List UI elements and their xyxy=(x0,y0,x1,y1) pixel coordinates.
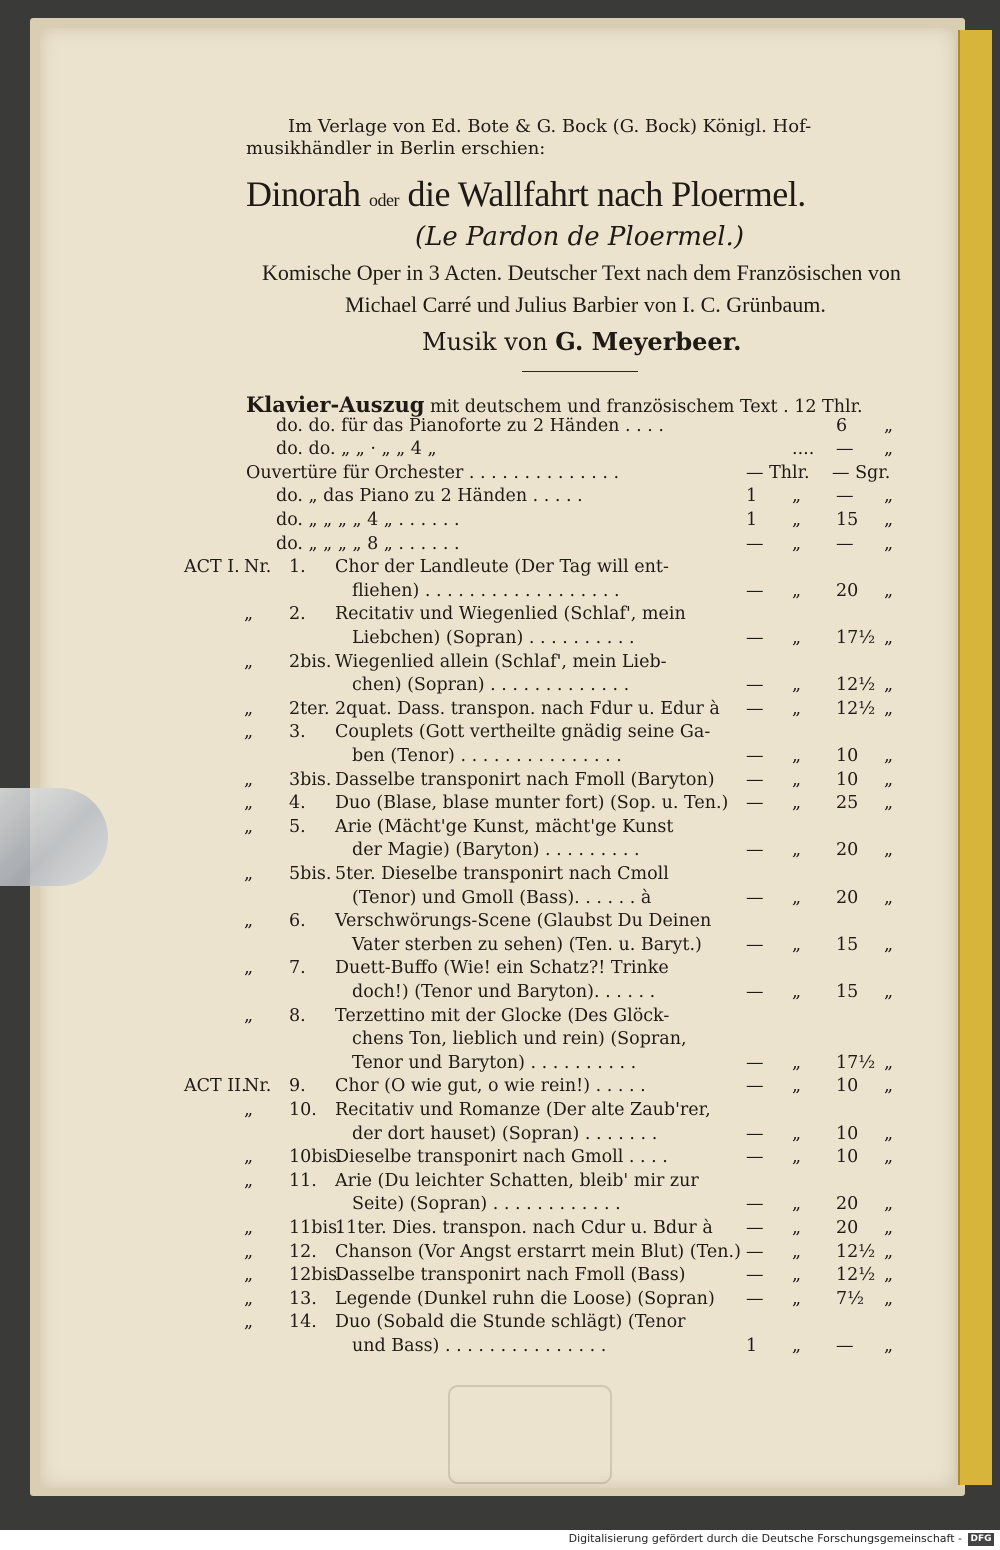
price-thaler: — xyxy=(746,533,764,554)
price-silbergroschen: 20 xyxy=(836,1218,859,1238)
item-number: 2ter. xyxy=(289,698,330,719)
item-description-continued: Vater sterben zu sehen) (Ten. u. Baryt.) xyxy=(352,934,702,955)
table-row xyxy=(0,1242,1000,1266)
table-row xyxy=(0,1289,1000,1313)
table-row xyxy=(0,1029,1000,1053)
ditto-mark: „ xyxy=(884,887,894,908)
ditto-mark: „ xyxy=(792,1288,802,1309)
nr-label: „ xyxy=(244,911,254,932)
item-description: Legende (Dunkel ruhn die Loose) (Sopran) xyxy=(335,1288,715,1309)
music-prefix: Musik von xyxy=(422,328,556,356)
dfg-logo: DFG xyxy=(968,1533,994,1546)
item-description-continued: ben (Tenor) . . . . . . . . . . . . . . . xyxy=(352,746,622,766)
nr-label: „ xyxy=(244,1288,254,1309)
ditto-mark: „ xyxy=(884,1194,894,1215)
item-description: do. „ „ „ „ 8 „ . . . . . . xyxy=(276,533,460,554)
price-thaler: — xyxy=(746,580,764,601)
ditto-mark: „ xyxy=(884,510,894,530)
table-row xyxy=(0,1265,1000,1289)
price-silbergroschen: 10 xyxy=(836,1076,859,1097)
divider-rule xyxy=(522,371,638,372)
price-silbergroschen: 20 xyxy=(836,887,859,908)
ditto-mark: „ xyxy=(792,698,802,719)
price-silbergroschen: 12½ xyxy=(836,675,876,696)
publisher-line-2: musikhändler in Berlin erschien: xyxy=(246,138,546,159)
price-thaler: — xyxy=(746,698,764,719)
nr-label: „ xyxy=(244,1005,254,1026)
item-number: 11. xyxy=(289,1170,317,1191)
item-description: Couplets (Gott vertheilte gnädig seine Ga- xyxy=(335,722,711,743)
nr-label: „ xyxy=(244,1241,254,1262)
ditto-mark: „ xyxy=(884,580,894,601)
item-description-continued: (Tenor) und Gmoll (Bass). . . . . . à xyxy=(352,887,652,908)
table-row xyxy=(0,982,1000,1006)
item-description: Arie (Du leichter Schatten, bleib' mir zur xyxy=(335,1170,699,1191)
price-thaler: — xyxy=(746,1288,764,1309)
nr-label: Nr. xyxy=(244,1076,272,1097)
price-thaler: — Thlr. xyxy=(746,462,810,483)
price-silbergroschen: 25 xyxy=(836,793,859,814)
klavier-auszug-label: Klavier-Auszug xyxy=(246,392,425,417)
ditto-mark: „ xyxy=(792,1265,802,1286)
title-oder: oder xyxy=(368,190,399,210)
ditto-mark: „ xyxy=(884,934,894,955)
item-number: 8. xyxy=(289,1005,306,1026)
table-row xyxy=(0,1147,1000,1171)
price-thaler: — xyxy=(746,746,764,766)
item-description: Klavier-Auszug mit deutschem und französischem Text . 12 Thlr. xyxy=(246,392,863,417)
item-description: do. do. „ „ · „ „ 4 „ xyxy=(276,439,437,460)
ditto-mark: „ xyxy=(792,533,802,554)
nr-label: „ xyxy=(244,1170,254,1191)
nr-label: „ xyxy=(244,1312,254,1333)
item-number: 12. xyxy=(289,1241,317,1262)
price-silbergroschen: 6 xyxy=(836,415,848,436)
price-silbergroschen: 15 xyxy=(836,934,859,955)
page-title xyxy=(246,173,806,215)
item-number: 7. xyxy=(289,958,306,979)
title-part-a: Dinorah xyxy=(246,174,369,214)
composer-name: G. Meyerbeer. xyxy=(555,327,742,356)
ditto-mark: „ xyxy=(884,1241,894,1262)
ditto-mark: „ xyxy=(792,769,802,790)
price-thaler: 1 xyxy=(746,510,758,530)
ditto-mark: „ xyxy=(792,1241,802,1262)
footer-credit: Digitalisierung gefördert durch die Deutsche Forschungsgemeinschaft - xyxy=(568,1532,962,1545)
ditto-mark: „ xyxy=(792,887,802,908)
item-description: Chanson (Vor Angst erstarrt mein Blut) (Ten.) xyxy=(335,1241,741,1262)
nr-label: „ xyxy=(244,816,254,837)
table-row xyxy=(0,1053,1000,1077)
nr-label: Nr. xyxy=(244,557,272,578)
table-row xyxy=(0,1171,1000,1195)
ditto-mark: „ xyxy=(884,698,894,719)
nr-label: „ xyxy=(244,958,254,979)
item-description-continued: der dort hauset) (Sopran) . . . . . . . xyxy=(352,1123,658,1144)
price-silbergroschen: 12½ xyxy=(836,1241,876,1262)
price-thaler: — xyxy=(746,1265,764,1286)
item-description: Arie (Mächt'ge Kunst, mächt'ge Kunst xyxy=(335,816,674,837)
ditto-mark: „ xyxy=(792,1336,802,1356)
price-silbergroschen: 10 xyxy=(836,769,859,790)
item-number: 2. xyxy=(289,604,306,625)
table-row xyxy=(0,581,1000,605)
price-silbergroschen: 20 xyxy=(836,580,859,601)
table-row xyxy=(0,604,1000,628)
ditto-mark: „ xyxy=(884,982,894,1002)
price-silbergroschen: 7½ xyxy=(836,1288,865,1309)
price-silbergroschen: 12½ xyxy=(836,1265,876,1286)
price-silbergroschen: 17½ xyxy=(836,1052,876,1073)
item-description: do. „ „ „ „ 4 „ . . . . . . xyxy=(276,510,460,530)
item-description: Ouvertüre für Orchester . . . . . . . . . . . . . . xyxy=(246,462,620,483)
price-thaler: — xyxy=(746,675,764,696)
item-number: 14. xyxy=(289,1312,317,1333)
ditto-mark: „ xyxy=(792,982,802,1002)
ditto-mark: „ xyxy=(884,628,894,648)
item-description: 11ter. Dies. transpon. nach Cdur u. Bdur à xyxy=(335,1218,713,1238)
ditto-mark: „ xyxy=(792,840,802,861)
composer-line xyxy=(422,327,741,356)
opera-description: Komische Oper in 3 Acten. Deutscher Text nach dem Französischen von xyxy=(262,260,901,285)
subtitle: (Le Pardon de Ploermel.) xyxy=(415,222,744,252)
item-description: Chor der Landleute (Der Tag will ent- xyxy=(335,557,669,578)
ditto-mark: „ xyxy=(884,486,894,507)
item-number: 12bis. xyxy=(289,1265,343,1286)
item-description-continued: chen) (Sopran) . . . . . . . . . . . . . xyxy=(352,675,630,696)
item-number: 5. xyxy=(289,816,306,837)
act-label: ACT I. xyxy=(184,557,240,578)
price-thaler: — xyxy=(746,840,764,861)
footer-bar xyxy=(0,1530,1000,1550)
table-row xyxy=(0,392,1000,416)
ditto-mark: „ xyxy=(884,415,894,436)
item-description: Wiegenlied allein (Schlaf', mein Lieb- xyxy=(335,651,667,672)
table-row xyxy=(0,416,1000,440)
item-description-continued: Seite) (Sopran) . . . . . . . . . . . . xyxy=(352,1194,621,1215)
table-row xyxy=(0,722,1000,746)
nr-label: „ xyxy=(244,864,254,884)
price-thaler: — xyxy=(746,1194,764,1215)
table-row xyxy=(0,817,1000,841)
table-row xyxy=(0,770,1000,794)
ditto-mark: „ xyxy=(884,1288,894,1309)
ditto-mark: „ xyxy=(792,1123,802,1144)
ditto-mark: „ xyxy=(884,1265,894,1286)
ditto-mark: „ xyxy=(792,934,802,955)
table-row xyxy=(0,840,1000,864)
librettists: Michael Carré und Julius Barbier von I. C. Grünbaum. xyxy=(345,292,826,317)
ditto-mark: „ xyxy=(792,628,802,648)
item-description-continued: und Bass) . . . . . . . . . . . . . . . xyxy=(352,1336,607,1356)
item-number: 4. xyxy=(289,793,306,814)
table-row xyxy=(0,911,1000,935)
price-silbergroschen: — xyxy=(836,486,854,507)
price-thaler: — xyxy=(746,1052,764,1073)
ditto-mark: .... xyxy=(792,439,815,460)
item-description-continued: Tenor und Baryton) . . . . . . . . . . xyxy=(352,1052,637,1073)
table-row xyxy=(0,1076,1000,1100)
price-thaler: — xyxy=(746,982,764,1002)
item-number: 3. xyxy=(289,722,306,743)
ditto-mark: „ xyxy=(884,533,894,554)
item-description: Terzettino mit der Glocke (Des Glöck- xyxy=(335,1005,670,1026)
ditto-mark: „ xyxy=(792,1052,802,1073)
price-thaler: 1 xyxy=(746,1336,758,1356)
price-thaler: — xyxy=(746,628,764,648)
price-silbergroschen: 12½ xyxy=(836,698,876,719)
nr-label: „ xyxy=(244,769,254,790)
table-row xyxy=(0,958,1000,982)
table-row xyxy=(0,439,1000,463)
item-number: 5bis. xyxy=(289,864,332,884)
ditto-mark: „ xyxy=(792,580,802,601)
ditto-mark: „ xyxy=(792,510,802,530)
item-number: 1. xyxy=(289,557,306,578)
table-row xyxy=(0,1124,1000,1148)
price-silbergroschen: — Sgr. xyxy=(832,462,891,483)
item-number: 10bis. xyxy=(289,1147,343,1168)
nr-label: „ xyxy=(244,604,254,625)
price-silbergroschen: 17½ xyxy=(836,628,876,648)
price-silbergroschen: 15 xyxy=(836,510,859,530)
table-row xyxy=(0,935,1000,959)
price-silbergroschen: 20 xyxy=(836,1194,859,1215)
price-silbergroschen: 10 xyxy=(836,1147,859,1168)
ditto-mark: „ xyxy=(884,1052,894,1073)
nr-label: „ xyxy=(244,722,254,743)
price-thaler: — xyxy=(746,1241,764,1262)
act-label: ACT II. xyxy=(184,1076,247,1097)
table-row xyxy=(0,1336,1000,1360)
ditto-mark: „ xyxy=(792,675,802,696)
item-description: Duo (Sobald die Stunde schlägt) (Tenor xyxy=(335,1312,686,1333)
ditto-mark: „ xyxy=(884,1336,894,1356)
table-row xyxy=(0,1312,1000,1336)
item-number: 11bis. xyxy=(289,1218,343,1238)
price-thaler: — xyxy=(746,1076,764,1097)
item-description: Dasselbe transponirt nach Fmoll (Baryton) xyxy=(335,769,715,790)
table-row xyxy=(0,888,1000,912)
table-row xyxy=(0,628,1000,652)
table-row xyxy=(0,699,1000,723)
item-number: 6. xyxy=(289,911,306,932)
item-description: Recitativ und Romanze (Der alte Zaub'rer, xyxy=(335,1100,711,1120)
table-row xyxy=(0,793,1000,817)
nr-label: „ xyxy=(244,651,254,672)
table-row xyxy=(0,675,1000,699)
table-row xyxy=(0,463,1000,487)
ditto-mark: „ xyxy=(792,1147,802,1168)
table-row xyxy=(0,652,1000,676)
nr-label: „ xyxy=(244,698,254,719)
library-stamp xyxy=(448,1385,612,1484)
ditto-mark: „ xyxy=(884,1123,894,1144)
price-thaler: 1 xyxy=(746,486,758,507)
table-row xyxy=(0,864,1000,888)
price-silbergroschen: 10 xyxy=(836,1123,859,1144)
table-row xyxy=(0,1006,1000,1030)
item-description: Duo (Blase, blase munter fort) (Sop. u. Ten.) xyxy=(335,793,729,814)
title-part-b: die Wallfahrt nach Ploermel. xyxy=(398,174,806,214)
item-number: 13. xyxy=(289,1288,317,1309)
item-number: 2bis. xyxy=(289,651,332,672)
item-description: Dasselbe transponirt nach Fmoll (Bass) xyxy=(335,1265,686,1286)
price-thaler: — xyxy=(746,1123,764,1144)
nr-label: „ xyxy=(244,1147,254,1168)
ditto-mark: „ xyxy=(884,769,894,790)
ditto-mark: „ xyxy=(884,1147,894,1168)
table-row xyxy=(0,1218,1000,1242)
ditto-mark: „ xyxy=(884,675,894,696)
ditto-mark: „ xyxy=(884,1076,894,1097)
price-silbergroschen: 10 xyxy=(836,746,859,766)
nr-label: „ xyxy=(244,1265,254,1286)
ditto-mark: „ xyxy=(792,1194,802,1215)
item-description-continued: fliehen) . . . . . . . . . . . . . . . . . . xyxy=(352,580,620,601)
price-silbergroschen: — xyxy=(836,1336,854,1356)
price-thaler: — xyxy=(746,1147,764,1168)
price-thaler: — xyxy=(746,934,764,955)
ditto-mark: „ xyxy=(792,746,802,766)
item-description: do. do. für das Pianoforte zu 2 Händen . . . . xyxy=(276,415,664,436)
nr-label: „ xyxy=(244,1100,254,1120)
price-silbergroschen: — xyxy=(836,439,854,460)
item-description: Recitativ und Wiegenlied (Schlaf', mein xyxy=(335,604,686,625)
item-description: Chor (O wie gut, o wie rein!) . . . . . xyxy=(335,1076,646,1097)
item-number: 3bis. xyxy=(289,769,332,790)
table-row xyxy=(0,510,1000,534)
ditto-mark: „ xyxy=(792,486,802,507)
item-description: 2quat. Dass. transpon. nach Fdur u. Edur à xyxy=(335,698,720,719)
item-description: Duett-Buffo (Wie! ein Schatz?! Trinke xyxy=(335,958,669,979)
publisher-line-1: Im Verlage von Ed. Bote & G. Bock (G. Bock) Königl. Hof- xyxy=(288,116,812,137)
table-row xyxy=(0,1100,1000,1124)
item-description: do. „ das Piano zu 2 Händen . . . . . xyxy=(276,486,583,507)
item-description: 5ter. Dieselbe transponirt nach Cmoll xyxy=(335,864,669,884)
ditto-mark: „ xyxy=(792,1218,802,1238)
nr-label: „ xyxy=(244,793,254,814)
ditto-mark: „ xyxy=(884,840,894,861)
price-thaler: — xyxy=(746,887,764,908)
table-row xyxy=(0,557,1000,581)
price-thaler: — xyxy=(746,793,764,814)
table-row xyxy=(0,486,1000,510)
table-row xyxy=(0,746,1000,770)
ditto-mark: „ xyxy=(792,1076,802,1097)
item-description: Verschwörungs-Scene (Glaubst Du Deinen xyxy=(335,911,712,932)
item-description-continued: doch!) (Tenor und Baryton). . . . . . xyxy=(352,982,656,1002)
ditto-mark: „ xyxy=(884,439,894,460)
price-thaler: — xyxy=(746,769,764,790)
item-description-continued: chens Ton, lieblich und rein) (Sopran, xyxy=(352,1029,687,1050)
price-silbergroschen: — xyxy=(836,533,854,554)
item-description: Dieselbe transponirt nach Gmoll . . . . xyxy=(335,1147,668,1168)
item-description-continued: der Magie) (Baryton) . . . . . . . . . xyxy=(352,840,640,861)
table-row xyxy=(0,534,1000,558)
nr-label: „ xyxy=(244,1218,254,1238)
item-number: 10. xyxy=(289,1100,317,1120)
table-row xyxy=(0,1194,1000,1218)
ditto-mark: „ xyxy=(792,793,802,814)
item-number: 9. xyxy=(289,1076,306,1097)
price-thaler: — xyxy=(746,1218,764,1238)
ditto-mark: „ xyxy=(884,1218,894,1238)
price-silbergroschen: 15 xyxy=(836,982,859,1002)
price-silbergroschen: 20 xyxy=(836,840,859,861)
ditto-mark: „ xyxy=(884,793,894,814)
ditto-mark: „ xyxy=(884,746,894,766)
item-description-continued: Liebchen) (Sopran) . . . . . . . . . . xyxy=(352,628,635,648)
